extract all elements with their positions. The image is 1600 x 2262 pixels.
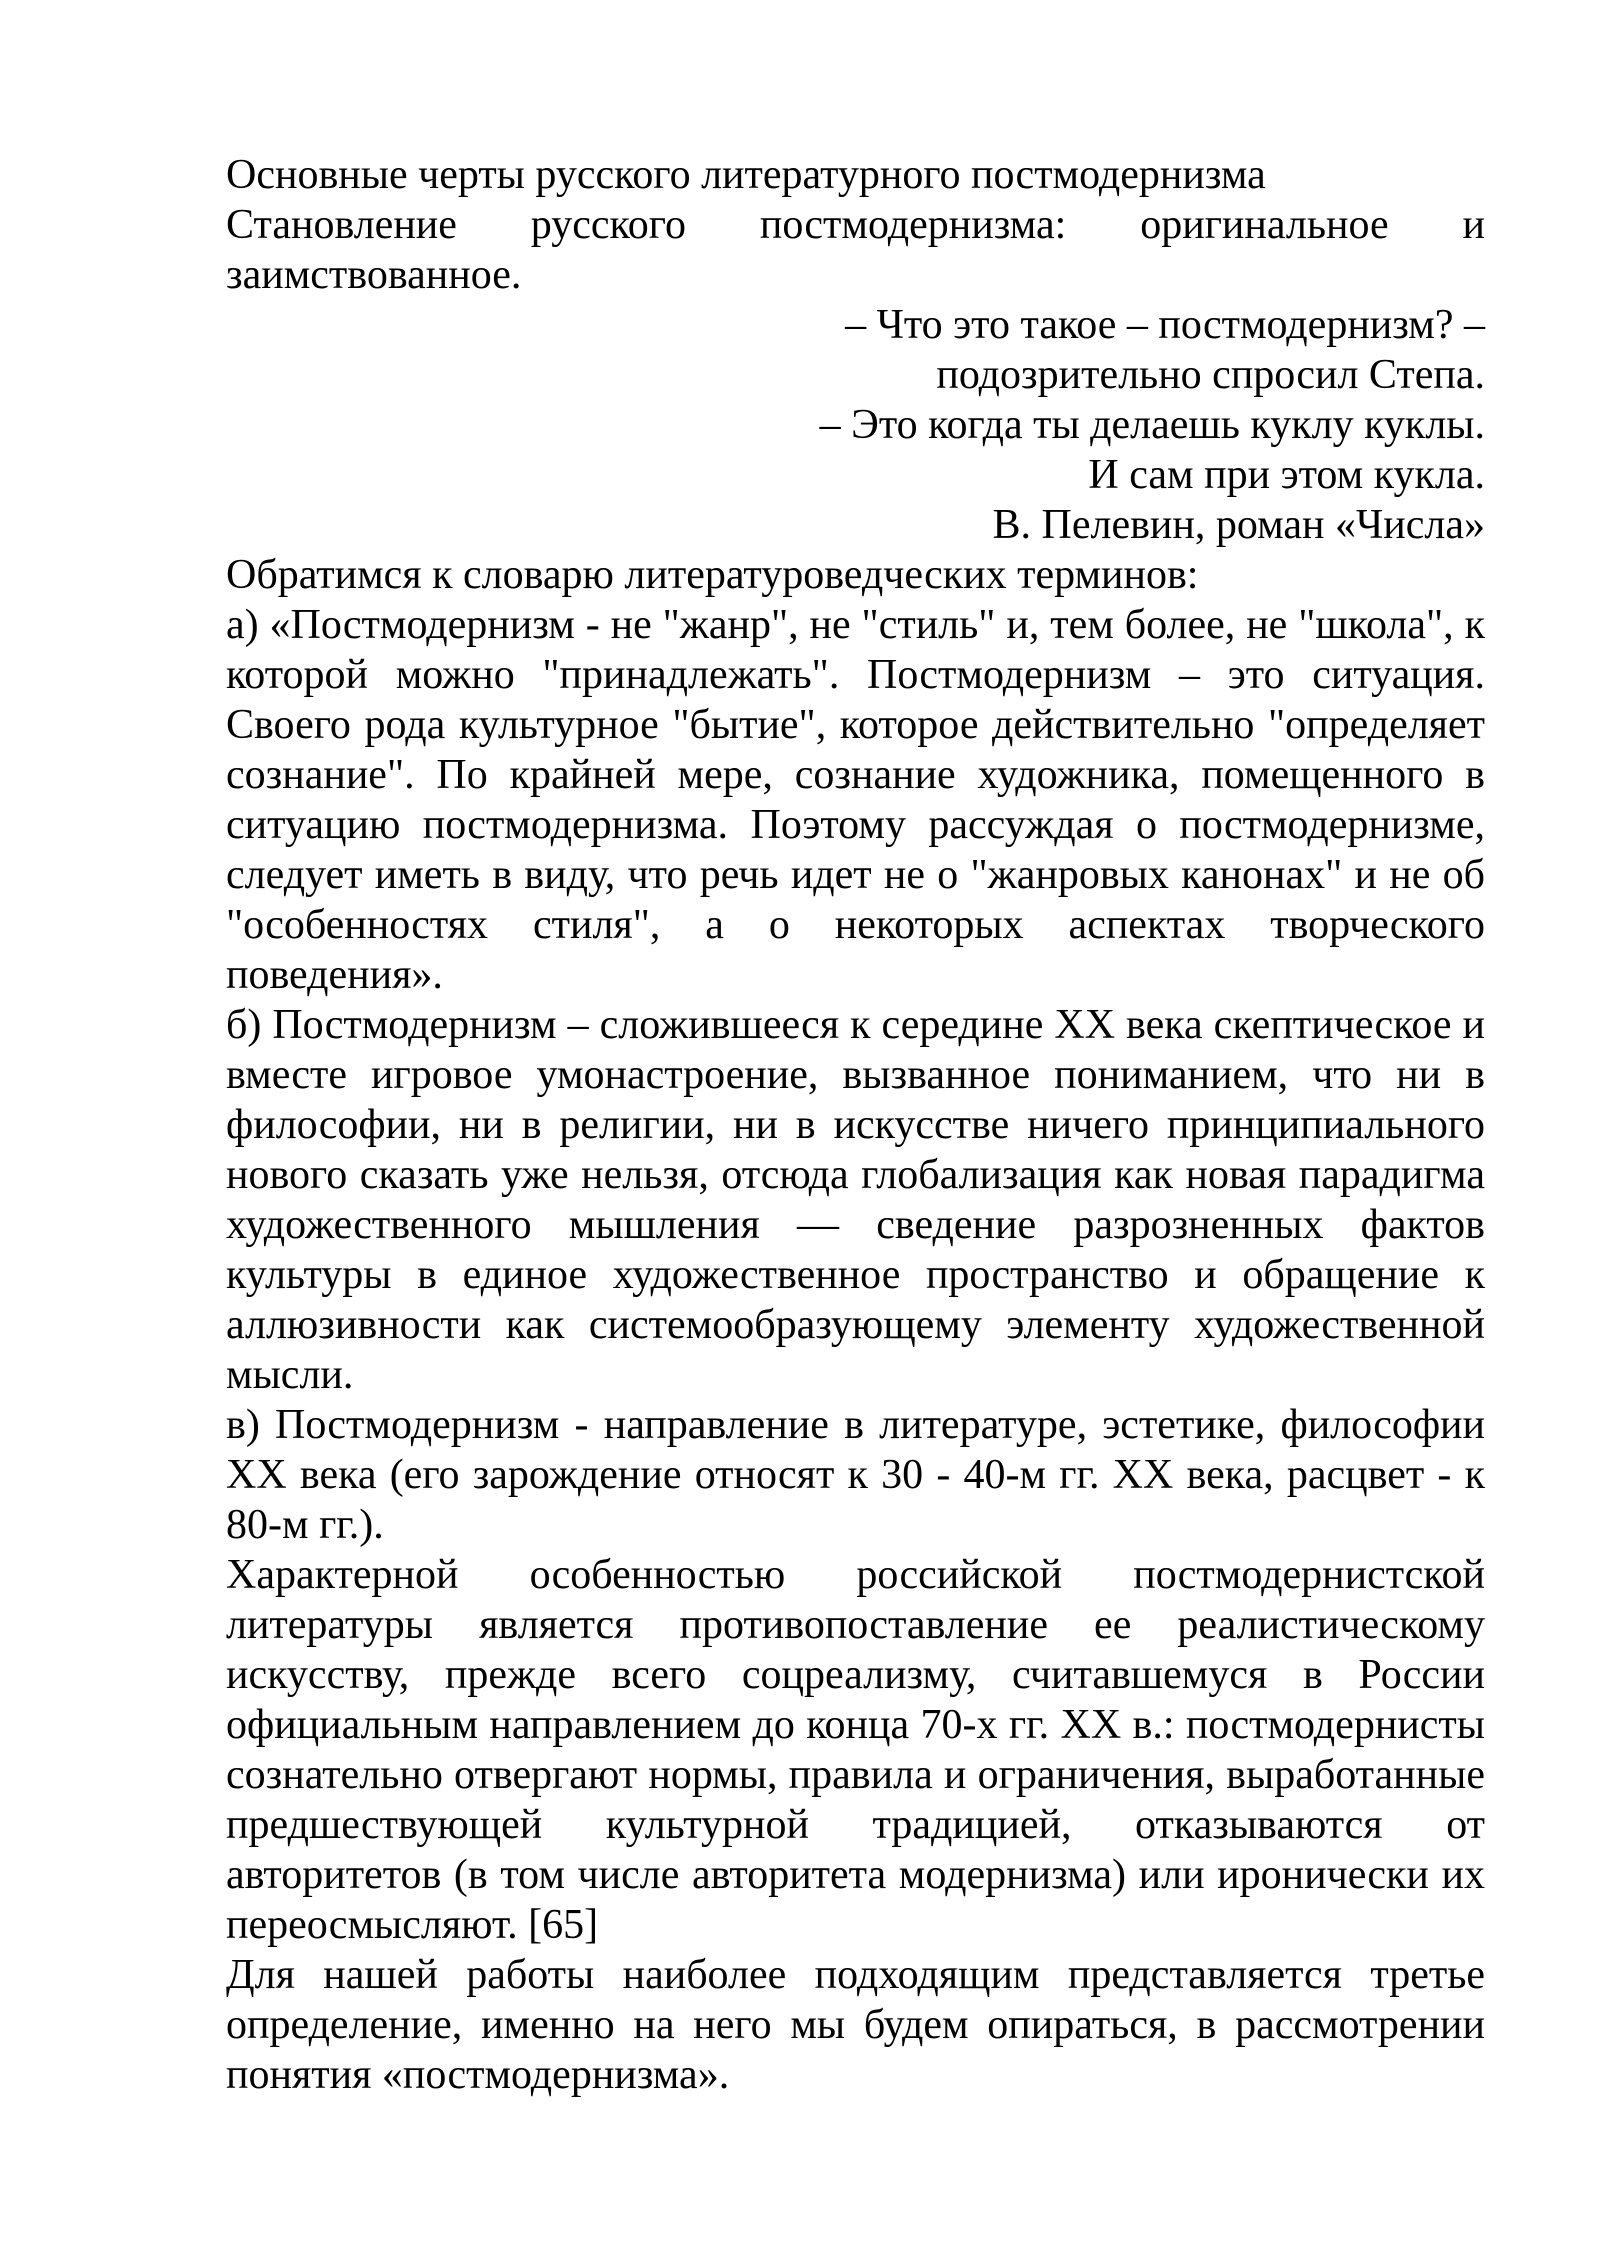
- definition-c-paragraph: в) Постмодернизм - направление в литературе, эстетике, философии ХХ века (его зарождение относят к 30 - 40-м гг. ХХ века, расцвет - к 80-м гг.).: [226, 1402, 1485, 1548]
- definition-b-paragraph: б) Постмодернизм – сложившееся к середине ХХ века скептическое и вместе игровое умонастроение, вызванное пониманием, что ни в философии, ни в религии, ни в искусстве ничего принципиального нового сказать уже нельзя, отсюда глобализация как новая парадигма художественного мышления — сведение разрозненных фактов культуры в единое художественное пространство и обращение к аллюзивности как системообразующему элементу художественной мысли.: [226, 1002, 1485, 1398]
- epigraph-line-3: – Это когда ты делаешь куклу куклы.: [819, 402, 1485, 448]
- intro-paragraph: Обратимся к словарю литературоведческих терминов:: [226, 552, 1199, 598]
- subtitle-paragraph: Становление русского постмодернизма: оригинальное и заимствованное.: [226, 202, 1485, 298]
- epigraph-line-1: – Что это такое – постмодернизм? –: [845, 302, 1485, 348]
- epigraph-line-2: подозрительно спросил Степа.: [936, 352, 1485, 398]
- epigraph-attribution: В. Пелевин, роман «Числа»: [992, 502, 1485, 548]
- body-paragraph-conclusion: Для нашей работы наиболее подходящим представляется третье определение, именно на него мы будем опираться, в рассмотрении понятия «постмодернизма».: [226, 1952, 1485, 2098]
- definition-a-paragraph: а) «Постмодернизм - не "жанр", не "стиль" и, тем более, не "школа", к которой можно "принадлежать". Постмодернизм – это ситуация. Своего рода культурное "бытие", которое действительно "определяет сознание". По крайней мере, сознание художника, помещенного в ситуацию постмодернизма. Поэтому рассуждая о постмодернизме, следует иметь в виду, что речь идет не о "жанровых канонах" и не об "особенностях стиля", а о некоторых аспектах творческого поведения».: [226, 602, 1485, 998]
- epigraph-line-4: И сам при этом кукла.: [1088, 452, 1485, 498]
- document-title: Основные черты русского литературного постмодернизма: [226, 152, 1266, 198]
- body-paragraph-characteristics: Характерной особенностью российской постмодернистской литературы является противопоставление ее реалистическому искусству, прежде всего соцреализму, считавшемуся в России официальным направлением до конца 70-х гг. ХХ в.: постмодернисты сознательно отвергают нормы, правила и ограничения, выработанные предшествующей культурной традицией, отказываются от авторитетов (в том числе авторитета модернизма) или иронически их переосмысляют. [65]: [226, 1552, 1485, 1948]
